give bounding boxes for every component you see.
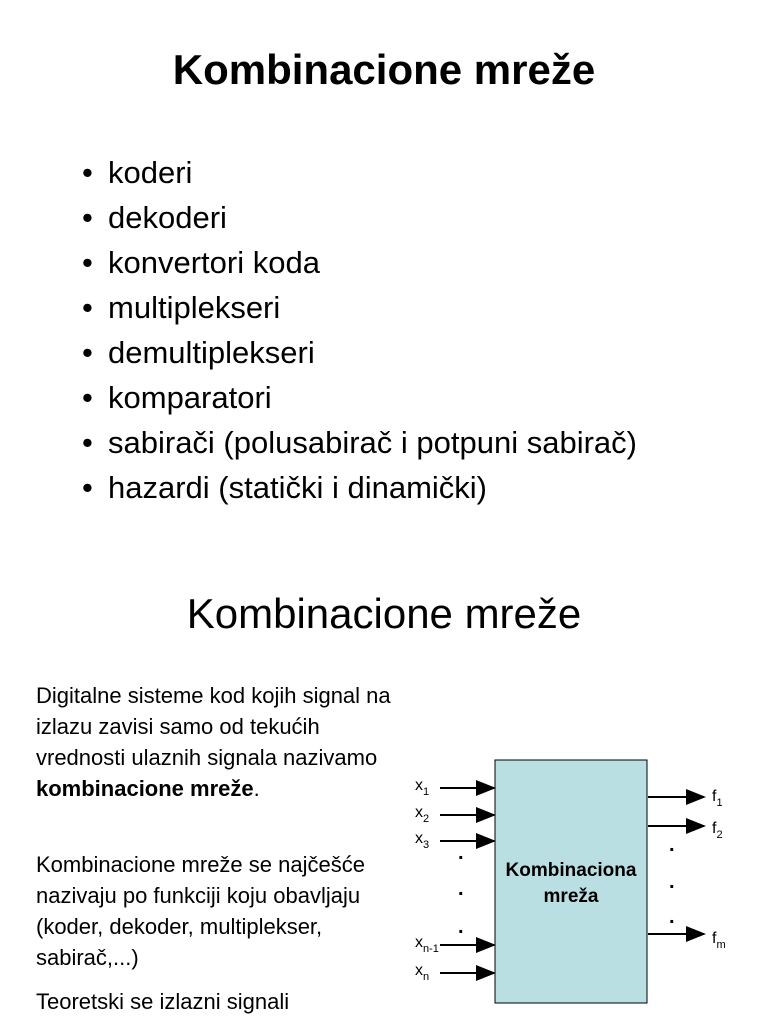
list-item: • komparatori [82, 380, 272, 415]
input-ellipsis-dot: . [458, 878, 464, 900]
output-ellipsis-dot: . [669, 871, 675, 893]
bold-term: kombinacione mreže [36, 776, 254, 801]
output-label-f1: $f_1$ [712, 788, 723, 809]
input-label-xn-1: $x_{n-1}$ [415, 934, 439, 955]
box-label-line1: Kombinaciona [505, 860, 637, 881]
network-box [495, 760, 647, 1003]
input-label-xn: $x_n$ [415, 962, 430, 983]
input-ellipsis-dot: . [458, 916, 464, 938]
slide2-title: Kombinacione mreže [186, 590, 582, 637]
slide1-title: Kombinacione mreže [172, 46, 596, 93]
list-item: • hazardi (statički i dinamički) [82, 470, 487, 505]
list-item: • sabirači (polusabirač i potpuni sabirač) [82, 425, 637, 460]
input-label-x2: $x_2$ [415, 804, 430, 825]
naming-paragraph: Kombinacione mreže se najčešće nazivaju po funkciji koju obavljaju (koder, dekoder, multiplekser, sabirač,...) [36, 852, 365, 970]
list-item: • demultiplekseri [82, 335, 315, 370]
output-ellipsis-dot: . [669, 906, 675, 928]
list-item: • dekoderi [82, 200, 227, 235]
topic-list [82, 150, 637, 510]
definition-paragraph: Digitalne sisteme kod kojih signal na izlazu zavisi samo od tekućih vrednosti ulaznih signala nazivamo kombinacione mreže. [36, 683, 391, 801]
input-label-x1: $x_1$ [415, 777, 430, 798]
output-label-fm: $f_m$ [712, 930, 726, 951]
list-item: • konvertori koda [82, 245, 320, 280]
output-ellipsis-dot: . [669, 834, 675, 856]
output-label-f2: $f_2$ [712, 820, 723, 841]
list-item: • multiplekseri [82, 290, 281, 325]
input-ellipsis-dot: . [458, 842, 464, 864]
cutoff-paragraph: Teoretski se izlazni signali [36, 989, 290, 1014]
input-label-x3: $x_3$ [415, 830, 430, 851]
box-label-line2: mreža [543, 886, 599, 907]
combinational-network-diagram [380, 755, 750, 1015]
list-item: • koderi [82, 155, 193, 190]
